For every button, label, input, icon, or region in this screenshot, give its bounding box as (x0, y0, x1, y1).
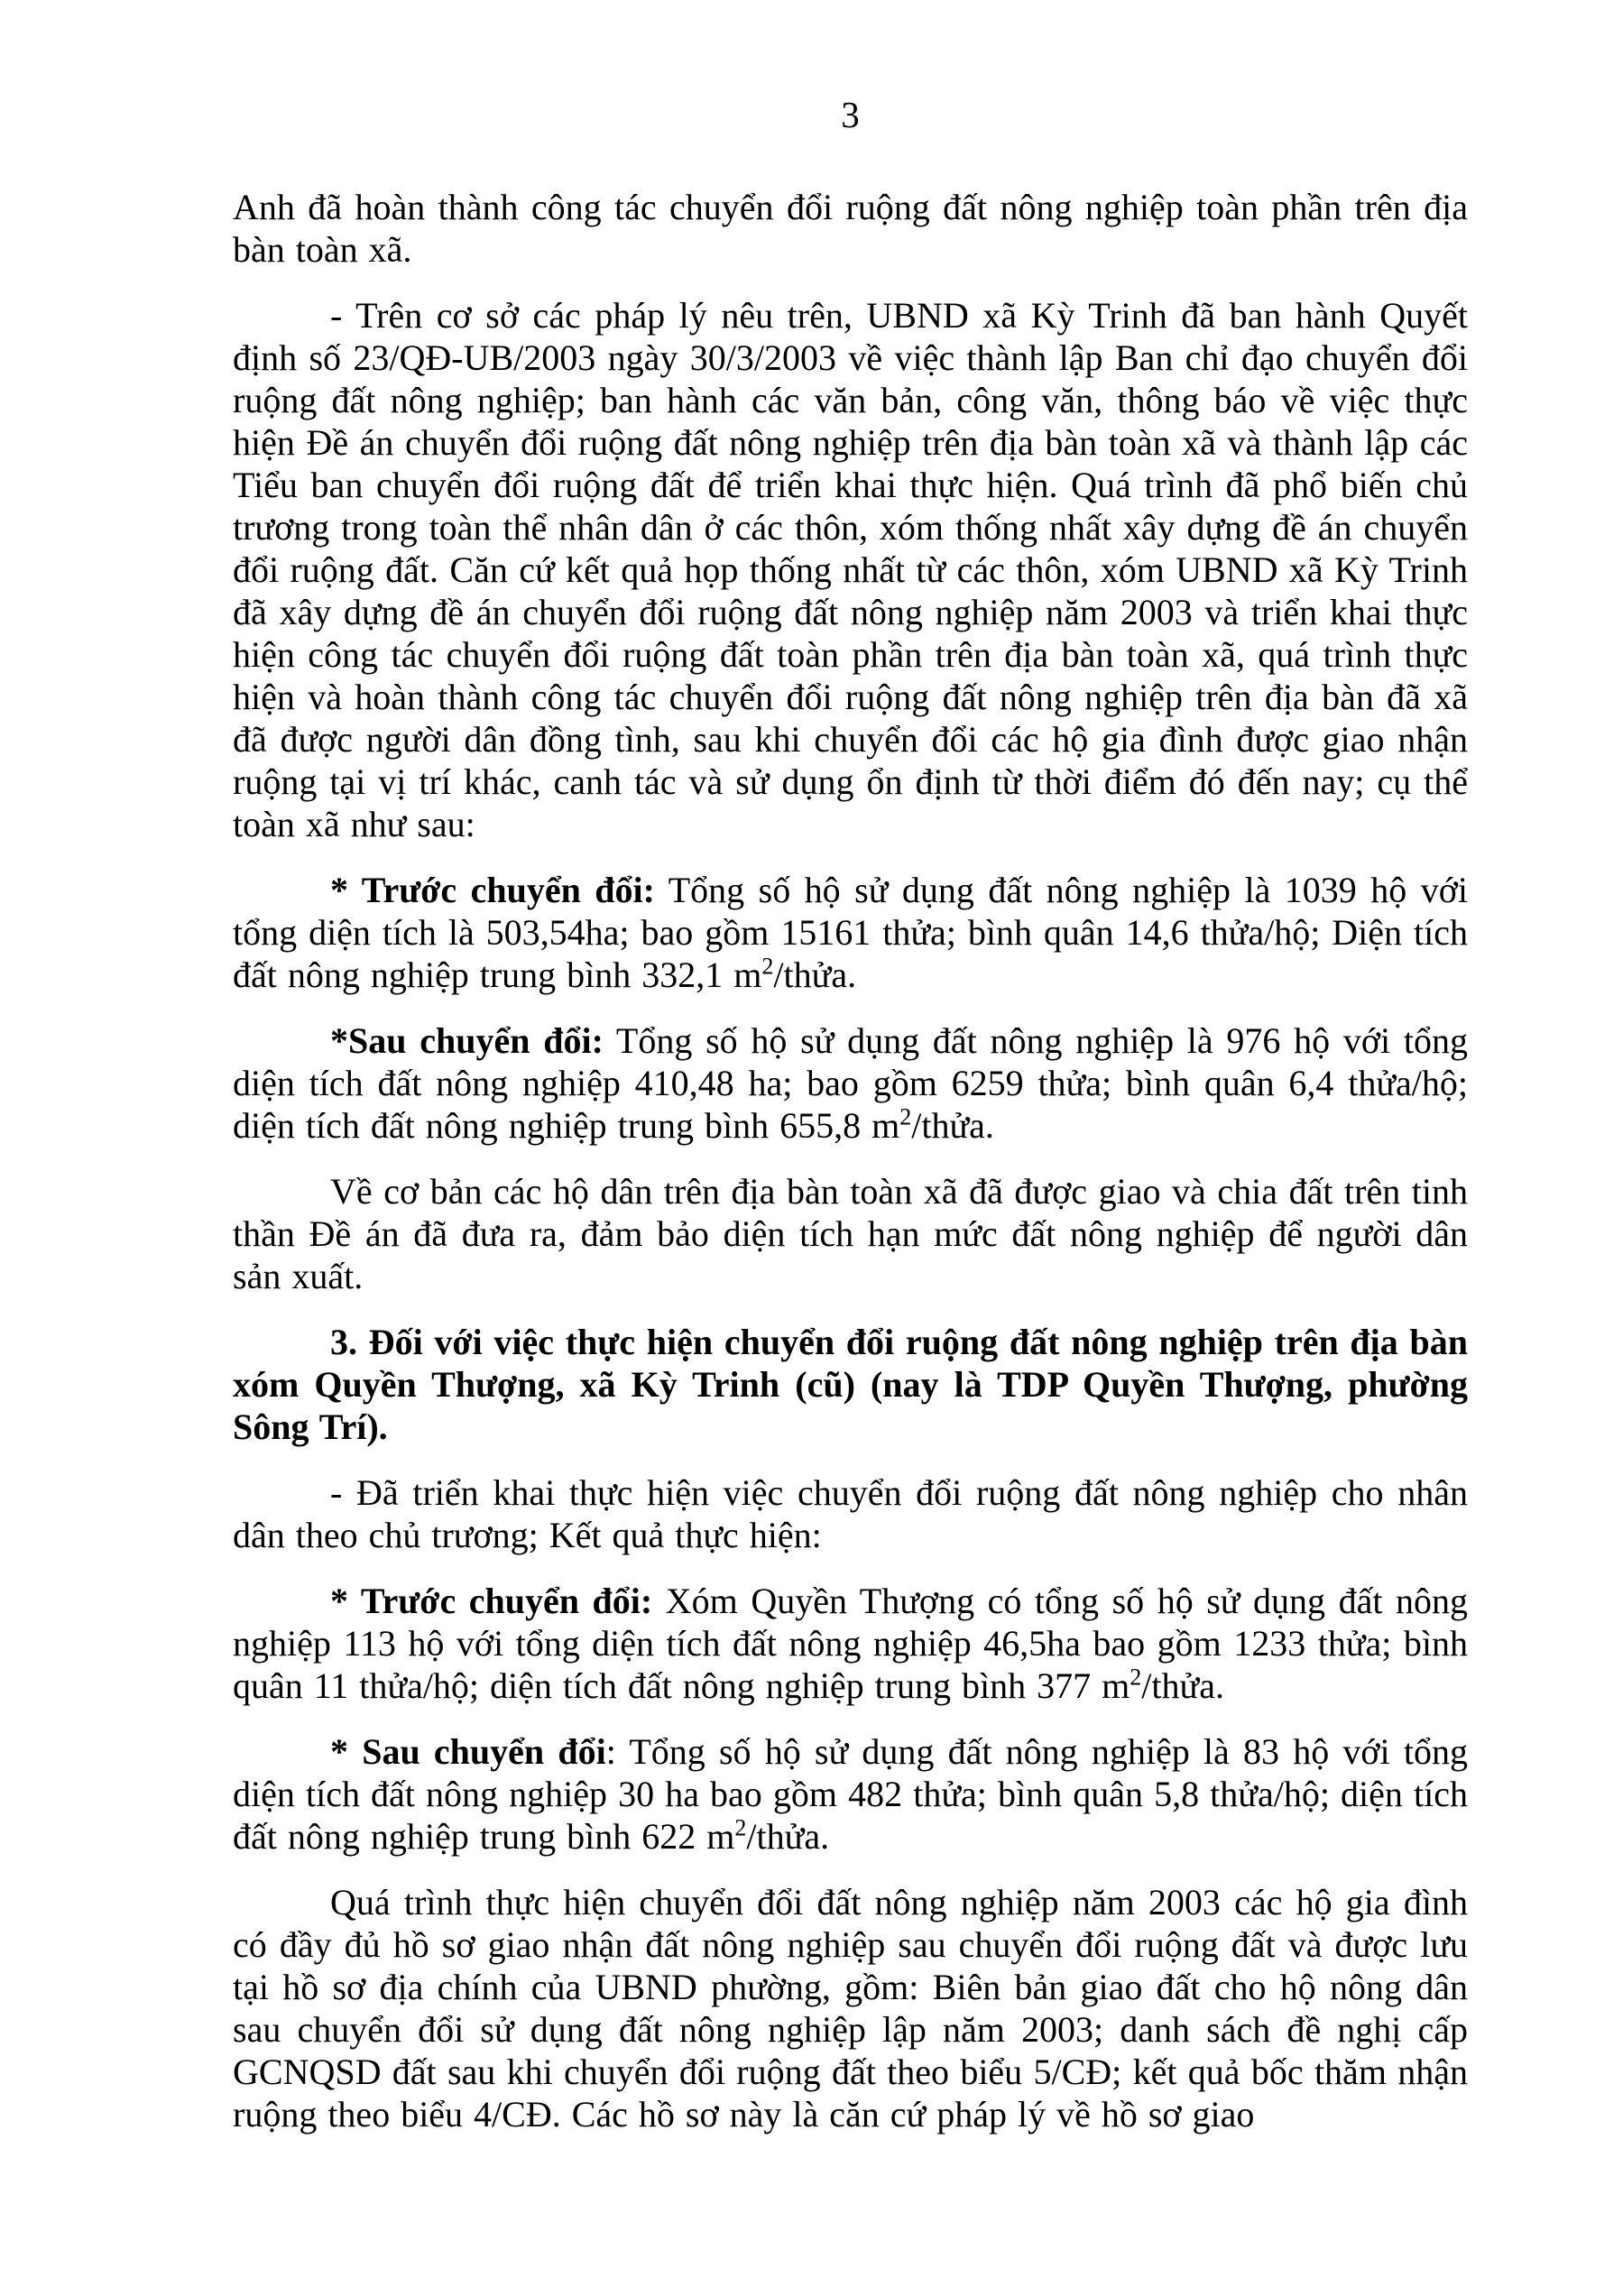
paragraph-text: Tổng số hộ sử dụng đất nông nghiệp là 976 hộ với tổng diện tích đất nông nghiệp 410,48 ha; bao gồm 6259 thửa; bình quân 6,4 thửa/hộ; diện tích đất nông nghiệp trung bình 655,8 m (233, 1020, 1468, 1146)
document-body (233, 186, 1468, 2135)
paragraph-text: /thửa. (746, 1816, 830, 1857)
superscript-2: 2 (899, 1103, 912, 1130)
paragraph-before-conversion-commune (233, 869, 1468, 996)
paragraph-text: - Trên cơ sở các pháp lý nêu trên, UBND xã Kỳ Trinh đã ban hành Quyết định số 23/QĐ-UB/2003 ngày 30/3/2003 về việc thành lập Ban chỉ đạo chuyển đổi ruộng đất nông nghiệp; ban hành các văn bản, công văn, thông báo về việc thực hiện Đề án chuyển đổi ruộng đất nông nghiệp trên địa bàn toàn xã và thành lập các Tiểu ban chuyển đổi ruộng đất để triển khai thực hiện. Quá trình đã phổ biến chủ trương trong toàn thể nhân dân ở các thôn, xóm thống nhất xây dựng đề án chuyển đổi ruộng đất. Căn cứ kết quả họp thống nhất từ các thôn, xóm UBND xã Kỳ Trinh đã xây dựng đề án chuyển đổi ruộng đất nông nghiệp năm 2003 và triển khai thực hiện công tác chuyển đổi ruộng đất toàn phần trên địa bàn toàn xã, quá trình thực hiện và hoàn thành công tác chuyển đổi ruộng đất nông nghiệp trên địa bàn đã xã đã được người dân đồng tình, sau khi chuyển đổi các hộ gia đình được giao nhận ruộng tại vị trí khác, canh tác và sử dụng ổn định từ thời điểm đó đến nay; cụ thể toàn xã như sau: (233, 295, 1468, 844)
section-heading-3 (233, 1321, 1468, 1448)
paragraph-text: Về cơ bản các hộ dân trên địa bàn toàn xã đã được giao và chia đất trên tinh thần Đề án đã đưa ra, đảm bảo diện tích hạn mức đất nông nghiệp để người dân sản xuất. (233, 1171, 1468, 1296)
paragraph-summary-allocation (233, 1170, 1468, 1297)
paragraph-implementation-result (233, 1471, 1468, 1556)
paragraph-text: Quá trình thực hiện chuyển đổi đất nông nghiệp năm 2003 các hộ gia đình có đầy đủ hồ sơ giao nhận đất nông nghiệp sau chuyển đổi ruộng đất và được lưu tại hồ sơ địa chính của UBND phường, gồm: Biên bản giao đất cho hộ nông dân sau chuyển đổi sử dụng đất nông nghiệp lập năm 2003; danh sách đề nghị cấp GCNQSD đất sau khi chuyển đổi ruộng đất theo biểu 5/CĐ; kết quả bốc thăm nhận ruộng theo biểu 4/CĐ. Các hồ sơ này là căn cứ pháp lý về hồ sơ giao (233, 1882, 1468, 2135)
bold-label-after-conversion: *Sau chuyển đổi: (330, 1020, 604, 1061)
paragraph-text: Tổng số hộ sử dụng đất nông nghiệp là 1039 hộ với tổng diện tích là 503,54ha; bao gồm 15161 thửa; bình quân 14,6 thửa/hộ; Diện tích đất nông nghiệp trung bình 332,1 m (233, 870, 1468, 995)
paragraph-text: - Đã triển khai thực hiện việc chuyển đổi ruộng đất nông nghiệp cho nhân dân theo chủ trương; Kết quả thực hiện: (233, 1472, 1468, 1555)
bold-label-before-conversion: * Trước chuyển đổi: (330, 870, 655, 910)
paragraph-after-conversion-commune (233, 1019, 1468, 1147)
superscript-2: 2 (761, 953, 774, 980)
superscript-2: 2 (1130, 1664, 1142, 1691)
paragraph-text: : Tổng số hộ sử dụng đất nông nghiệp là 83 hộ với tổng diện tích đất nông nghiệp 30 ha bao gồm 482 thửa; bình quân 5,8 thửa/hộ; diện tích đất nông nghiệp trung bình 622 m (233, 1731, 1468, 1857)
paragraph-legal-basis (233, 294, 1468, 845)
superscript-2: 2 (734, 1814, 747, 1841)
paragraph-text: /thửa. (773, 954, 857, 995)
paragraph-text: Xóm Quyền Thượng có tổng số hộ sử dụng đất nông nghiệp 113 hộ với tổng diện tích đất nông nghiệp 46,5ha bao gồm 1233 thửa; bình quân 11 thửa/hộ; diện tích đất nông nghiệp trung bình 377 m (233, 1581, 1469, 1706)
paragraph-text: Anh đã hoàn thành công tác chuyển đổi ruộng đất nông nghiệp toàn phần trên địa bàn toàn xã. (233, 187, 1468, 270)
paragraph-text: /thửa. (1141, 1665, 1224, 1706)
page-number: 3 (841, 94, 860, 135)
paragraph-records-archive (233, 1881, 1468, 2135)
paragraph-text: /thửa. (911, 1105, 994, 1146)
section-heading-text: 3. Đối với việc thực hiện chuyển đổi ruộng đất nông nghiệp trên địa bàn xóm Quyền Thượng, xã Kỳ Trinh (cũ) (nay là TDP Quyền Thượng, phường Sông Trí). (233, 1322, 1468, 1447)
paragraph-before-conversion-hamlet (233, 1580, 1468, 1707)
bold-label-after-conversion: * Sau chuyển đổi (330, 1731, 606, 1772)
paragraph-after-conversion-hamlet (233, 1730, 1468, 1858)
bold-label-before-conversion: * Trước chuyển đổi: (330, 1581, 653, 1621)
paragraph-continuation (233, 186, 1468, 271)
